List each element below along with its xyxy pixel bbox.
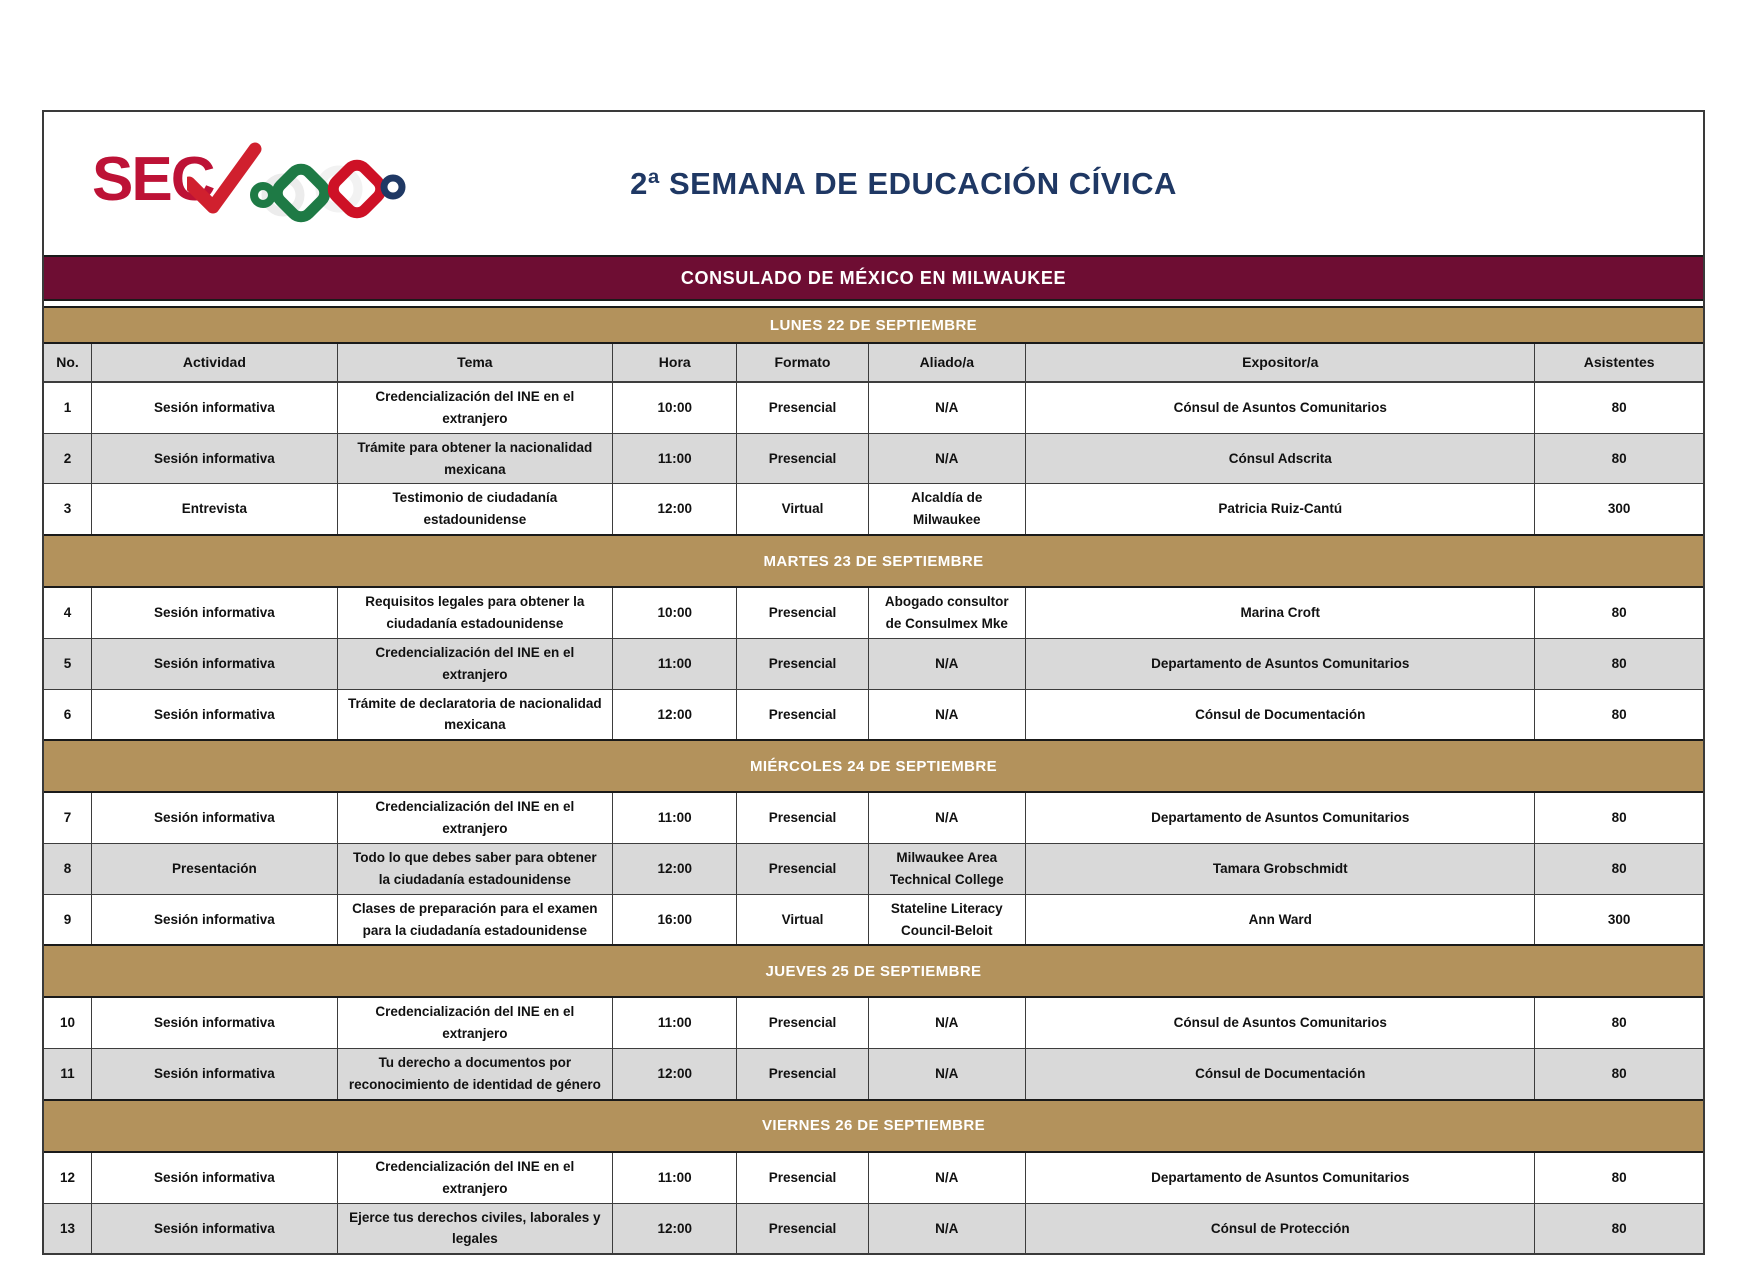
cell-formato: Presencial: [737, 1153, 868, 1203]
cell-hora: 11:00: [613, 1153, 737, 1203]
sec-logo-text: SEC: [92, 145, 214, 214]
cell-hora: 11:00: [613, 639, 737, 689]
cell-formato: Presencial: [737, 434, 868, 484]
table-row: [44, 843, 1703, 894]
cell-hora: 11:00: [613, 998, 737, 1048]
cell-actividad: Sesión informativa: [92, 1049, 338, 1099]
cell-aliado: N/A: [869, 793, 1027, 843]
cell-expositor: Cónsul de Documentación: [1026, 1049, 1535, 1099]
cell-formato: Presencial: [737, 998, 868, 1048]
cell-tema: Credencialización del INE en el extranjero: [338, 998, 613, 1048]
cell-expositor: Patricia Ruiz-Cantú: [1026, 484, 1535, 534]
cell-aliado: N/A: [869, 383, 1027, 433]
cell-asistentes: 300: [1607, 501, 1631, 517]
column-header-asistentes: Asistentes: [1583, 354, 1655, 371]
cell-formato: Presencial: [737, 1204, 868, 1254]
cell-hora: 10:00: [613, 588, 737, 638]
cell-tema: Testimonio de ciudadanía estadounidense: [338, 484, 613, 534]
cell-aliado: N/A: [869, 639, 1027, 689]
cell-hora: 12:00: [613, 484, 737, 534]
cell-no: 9: [44, 895, 92, 945]
table-row: [44, 1153, 1703, 1203]
check-icon: [189, 149, 255, 207]
cell-no: 1: [44, 383, 92, 433]
day-banner: JUEVES 25 DE SEPTIEMBRE: [44, 944, 1703, 998]
cell-tema: Requisitos legales para obtener la ciudadanía estadounidense: [338, 588, 613, 638]
column-header-hora: Hora: [613, 344, 737, 381]
cell-actividad: Sesión informativa: [92, 998, 338, 1048]
cell-aliado: Stateline Literacy Council-Beloit: [869, 895, 1027, 945]
page-title: 2ª SEMANA DE EDUCACIÓN CÍVICA: [630, 165, 1177, 201]
table-row: [44, 382, 1703, 433]
table-row: [44, 793, 1703, 843]
cell-hora: 10:00: [613, 383, 737, 433]
cell-tema: Todo lo que debes saber para obtener la ciudadanía estadounidense: [338, 844, 613, 894]
table-row: [44, 894, 1703, 945]
column-header-tema: Tema: [338, 344, 613, 381]
cell-hora: 12:00: [613, 1204, 737, 1254]
cell-aliado: N/A: [869, 1153, 1027, 1203]
column-header-actividad: Actividad: [92, 344, 338, 381]
masthead: [44, 112, 1703, 255]
cell-aliado: Alcaldía de Milwaukee: [869, 484, 1027, 534]
cell-hora: 12:00: [613, 690, 737, 740]
cell-expositor: Tamara Grobschmidt: [1026, 844, 1535, 894]
table-row: [44, 689, 1703, 740]
cell-aliado: Abogado consultor de Consulmex Mke: [869, 588, 1027, 638]
cell-tema: Ejerce tus derechos civiles, laborales y legales: [338, 1204, 613, 1254]
cell-no: 12: [44, 1153, 92, 1203]
column-header-formato: Formato: [737, 344, 868, 381]
schedule-table: [44, 306, 1703, 1253]
cell-hora: 12:00: [613, 844, 737, 894]
cell-asistentes: 80: [1611, 655, 1627, 671]
schedule-sheet: [42, 110, 1705, 1255]
table-row: [44, 998, 1703, 1048]
cell-no: 8: [44, 844, 92, 894]
cell-actividad: Sesión informativa: [92, 1153, 338, 1203]
cell-actividad: Sesión informativa: [92, 690, 338, 740]
day-banner: MIÉRCOLES 24 DE SEPTIEMBRE: [44, 739, 1703, 793]
day-banner: VIERNES 26 DE SEPTIEMBRE: [44, 1099, 1703, 1153]
cell-formato: Presencial: [737, 690, 868, 740]
cell-actividad: Presentación: [92, 844, 338, 894]
cell-asistentes: 300: [1607, 911, 1631, 927]
cell-actividad: Sesión informativa: [92, 895, 338, 945]
cell-formato: Virtual: [737, 484, 868, 534]
cell-formato: Presencial: [737, 844, 868, 894]
cell-tema: Credencialización del INE en el extranjero: [338, 383, 613, 433]
cell-aliado: N/A: [869, 1049, 1027, 1099]
cell-expositor: Cónsul de Asuntos Comunitarios: [1026, 383, 1535, 433]
cell-formato: Presencial: [737, 588, 868, 638]
cell-hora: 12:00: [613, 1049, 737, 1099]
cell-tema: Clases de preparación para el examen para la ciudadanía estadounidense: [338, 895, 613, 945]
cell-no: 4: [44, 588, 92, 638]
cell-expositor: Departamento de Asuntos Comunitarios: [1026, 793, 1535, 843]
cell-formato: Presencial: [737, 383, 868, 433]
cell-no: 3: [44, 484, 92, 534]
cell-asistentes: 80: [1611, 1220, 1627, 1236]
cell-asistentes: 80: [1611, 450, 1627, 466]
cell-formato: Presencial: [737, 1049, 868, 1099]
cell-aliado: N/A: [869, 1204, 1027, 1254]
table-row: [44, 638, 1703, 689]
cell-formato: Presencial: [737, 793, 868, 843]
cell-aliado: N/A: [869, 998, 1027, 1048]
cell-asistentes: 80: [1611, 1015, 1627, 1031]
cell-expositor: Cónsul de Asuntos Comunitarios: [1026, 998, 1535, 1048]
cell-actividad: Sesión informativa: [92, 1204, 338, 1254]
org-banner: CONSULADO DE MÉXICO EN MILWAUKEE: [44, 255, 1703, 301]
table-row: [44, 433, 1703, 484]
cell-no: 7: [44, 793, 92, 843]
table-row: [44, 1203, 1703, 1254]
cell-no: 13: [44, 1204, 92, 1254]
sec-logo: [92, 130, 417, 230]
cell-actividad: Sesión informativa: [92, 383, 338, 433]
cell-asistentes: 80: [1611, 1066, 1627, 1082]
cell-aliado: N/A: [869, 434, 1027, 484]
day-banner: LUNES 22 DE SEPTIEMBRE: [44, 306, 1703, 344]
column-header-no: No.: [44, 344, 92, 381]
cell-asistentes: 80: [1611, 605, 1627, 621]
cell-no: 11: [44, 1049, 92, 1099]
cell-expositor: Marina Croft: [1026, 588, 1535, 638]
cell-expositor: Departamento de Asuntos Comunitarios: [1026, 1153, 1535, 1203]
cell-no: 6: [44, 690, 92, 740]
table-row: [44, 483, 1703, 534]
column-header-aliado: Aliado/a: [869, 344, 1027, 381]
day-banner: MARTES 23 DE SEPTIEMBRE: [44, 534, 1703, 588]
cell-asistentes: 80: [1611, 1169, 1627, 1185]
cell-tema: Credencialización del INE en el extranjero: [338, 639, 613, 689]
cell-asistentes: 80: [1611, 706, 1627, 722]
cell-actividad: Sesión informativa: [92, 434, 338, 484]
cell-aliado: Milwaukee Area Technical College: [869, 844, 1027, 894]
cell-expositor: Cónsul Adscrita: [1026, 434, 1535, 484]
cell-expositor: Cónsul de Documentación: [1026, 690, 1535, 740]
cell-no: 5: [44, 639, 92, 689]
cell-expositor: Ann Ward: [1026, 895, 1535, 945]
cell-asistentes: 80: [1611, 860, 1627, 876]
cell-hora: 11:00: [613, 434, 737, 484]
cell-actividad: Entrevista: [92, 484, 338, 534]
cell-tema: Credencialización del INE en el extranjero: [338, 793, 613, 843]
cell-actividad: Sesión informativa: [92, 588, 338, 638]
table-row: [44, 588, 1703, 638]
cell-formato: Virtual: [737, 895, 868, 945]
chain-links-icon: [187, 137, 417, 229]
cell-expositor: Departamento de Asuntos Comunitarios: [1026, 639, 1535, 689]
cell-tema: Credencialización del INE en el extranjero: [338, 1153, 613, 1203]
cell-no: 10: [44, 998, 92, 1048]
cell-hora: 11:00: [613, 793, 737, 843]
cell-asistentes: 80: [1611, 810, 1627, 826]
table-header-row: [44, 344, 1703, 382]
cell-tema: Trámite para obtener la nacionalidad mexicana: [338, 434, 613, 484]
cell-formato: Presencial: [737, 639, 868, 689]
cell-actividad: Sesión informativa: [92, 639, 338, 689]
cell-asistentes: 80: [1611, 399, 1627, 415]
cell-no: 2: [44, 434, 92, 484]
table-row: [44, 1048, 1703, 1099]
cell-tema: Tu derecho a documentos por reconocimiento de identidad de género: [338, 1049, 613, 1099]
cell-aliado: N/A: [869, 690, 1027, 740]
cell-expositor: Cónsul de Protección: [1026, 1204, 1535, 1254]
column-header-expositor: Expositor/a: [1026, 344, 1535, 381]
cell-actividad: Sesión informativa: [92, 793, 338, 843]
cell-tema: Trámite de declaratoria de nacionalidad mexicana: [338, 690, 613, 740]
cell-hora: 16:00: [613, 895, 737, 945]
